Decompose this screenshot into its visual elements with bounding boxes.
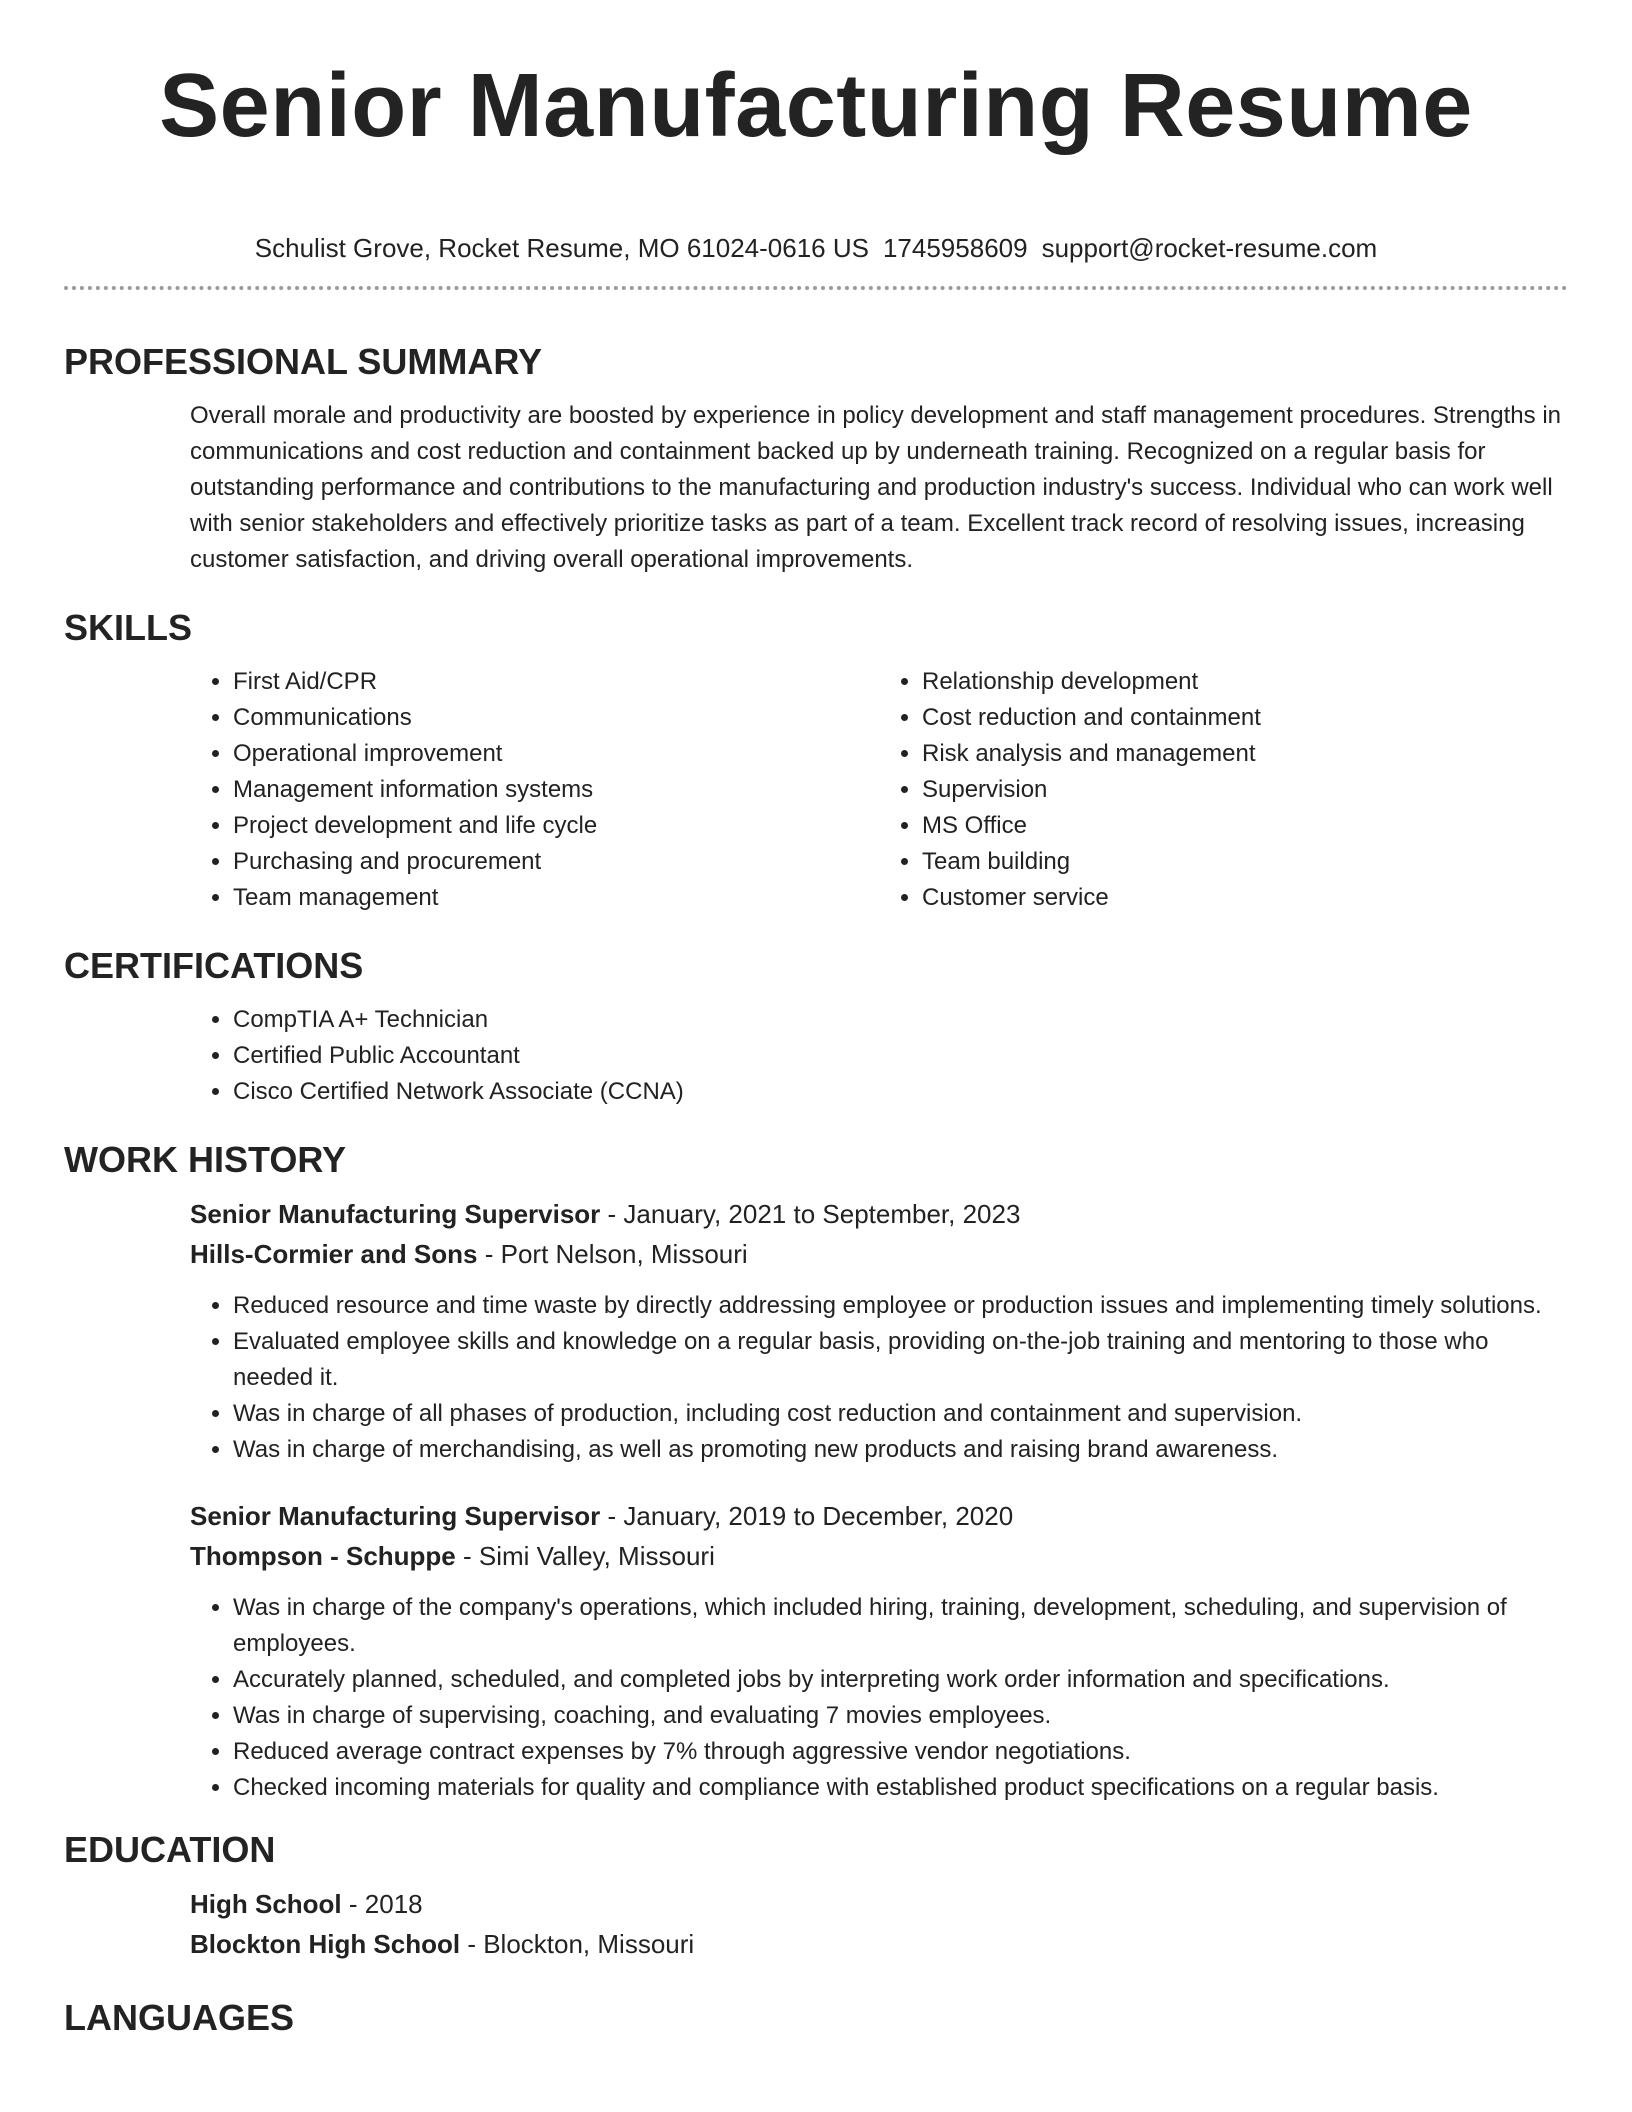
resume-page [64, 0, 1568, 2040]
languages-section [64, 1996, 1568, 2040]
job-location: - Port Nelson, Missouri [477, 1239, 748, 1269]
skills-heading: SKILLS [64, 607, 193, 648]
skill-item: • First Aid/CPR [233, 664, 879, 700]
job-entry [190, 1194, 1568, 1468]
skill-item: • Operational improvement [233, 736, 879, 772]
education-location: - Blockton, Missouri [460, 1929, 695, 1959]
summary-heading: PROFESSIONAL SUMMARY [64, 341, 543, 382]
skill-item: • Purchasing and procurement [233, 844, 879, 880]
education-school: Blockton High School [190, 1929, 461, 1959]
skill-item: • Team management [233, 880, 879, 916]
job-bullet: • Was in charge of supervising, coaching, and evaluating 7 movies employees. [233, 1698, 1568, 1734]
job-bullet: • Evaluated employee skills and knowledge on a regular basis, providing on-the-job training and mentoring to those who needed it. [233, 1324, 1568, 1396]
job-bullet: • Was in charge of all phases of production, including cost reduction and containment and supervision. [233, 1396, 1568, 1432]
job-company: Hills-Cormier and Sons [190, 1239, 478, 1269]
resume-title: Senior Manufacturing Resume [159, 56, 1473, 156]
skill-item: • Risk analysis and management [922, 736, 1568, 772]
certification-item: • CompTIA A+ Technician [233, 1002, 1568, 1038]
skill-item: • Communications [233, 700, 879, 736]
job-location: - Simi Valley, Missouri [455, 1541, 715, 1571]
certifications-heading: CERTIFICATIONS [64, 945, 364, 986]
job-role: Senior Manufacturing Supervisor [190, 1501, 601, 1531]
job-bullet: • Reduced resource and time waste by directly addressing employee or production issues and implementing timely solutions. [233, 1288, 1568, 1324]
contact-email: support@rocket-resume.com [1041, 233, 1378, 263]
skill-item: • Supervision [922, 772, 1568, 808]
job-bullet: • Checked incoming materials for quality and compliance with established product specifications on a regular basis. [233, 1770, 1568, 1806]
skill-item: • Management information systems [233, 772, 879, 808]
job-dates: - January, 2019 to December, 2020 [600, 1501, 1014, 1531]
work-history-heading: WORK HISTORY [64, 1139, 347, 1180]
header-divider [64, 286, 1568, 290]
summary-text: Overall morale and productivity are boosted by experience in policy development and staff management procedures. Strengths in communications and cost reduction and containment backed up by underneath training. Recognized on a regular basis for outstanding performance and contributions to the manufacturing and production industry's success. Individual who can work well with senior stakeholders and effectively prioritize tasks as part of a team. Excellent track record of resolving issues, increasing customer satisfaction, and driving overall operational improvements. [190, 402, 1561, 573]
certification-item: • Certified Public Accountant [233, 1038, 1568, 1074]
job-dates: - January, 2021 to September, 2023 [600, 1199, 1021, 1229]
certifications-list [190, 1002, 1568, 1110]
education-section [64, 1828, 1568, 1964]
skills-list-left [190, 664, 879, 916]
education-heading: EDUCATION [64, 1829, 276, 1870]
skill-item: • Cost reduction and containment [922, 700, 1568, 736]
job-role: Senior Manufacturing Supervisor [190, 1199, 601, 1229]
skill-item: • Team building [922, 844, 1568, 880]
work-history-section [64, 1138, 1568, 1806]
job-bullet: • Accurately planned, scheduled, and completed jobs by interpreting work order information and specifications. [233, 1662, 1568, 1698]
education-year: - 2018 [341, 1889, 423, 1919]
job-bullet: • Was in charge of the company's operations, which included hiring, training, development, scheduling, and supervision of employees. [233, 1590, 1568, 1662]
skill-item: • Customer service [922, 880, 1568, 916]
job-company-line [190, 1536, 1568, 1576]
certification-item: • Cisco Certified Network Associate (CCNA) [233, 1074, 1568, 1110]
education-degree: High School [190, 1889, 342, 1919]
contact-address: Schulist Grove, Rocket Resume, MO 61024-0616 US [254, 233, 869, 263]
skill-item: • Project development and life cycle [233, 808, 879, 844]
job-title-line [190, 1496, 1568, 1536]
skills-section [64, 606, 1568, 916]
job-bullets [190, 1590, 1568, 1806]
education-degree-line [190, 1884, 1568, 1924]
skill-item: • Relationship development [922, 664, 1568, 700]
languages-heading: LANGUAGES [64, 1997, 295, 2038]
education-school-line [190, 1924, 1568, 1964]
job-bullet: • Reduced average contract expenses by 7% through aggressive vendor negotiations. [233, 1734, 1568, 1770]
skill-item: • MS Office [922, 808, 1568, 844]
contact-phone: 1745958609 [882, 233, 1028, 263]
job-entry [190, 1496, 1568, 1806]
certifications-section [64, 944, 1568, 1110]
summary-section [64, 340, 1568, 578]
contact-line [64, 232, 1568, 264]
job-company: Thompson - Schuppe [190, 1541, 456, 1571]
skills-list-right [879, 664, 1568, 916]
job-bullets [190, 1288, 1568, 1468]
job-bullet: • Was in charge of merchandising, as well as promoting new products and raising brand awareness. [233, 1432, 1568, 1468]
job-title-line [190, 1194, 1568, 1234]
job-company-line [190, 1234, 1568, 1274]
